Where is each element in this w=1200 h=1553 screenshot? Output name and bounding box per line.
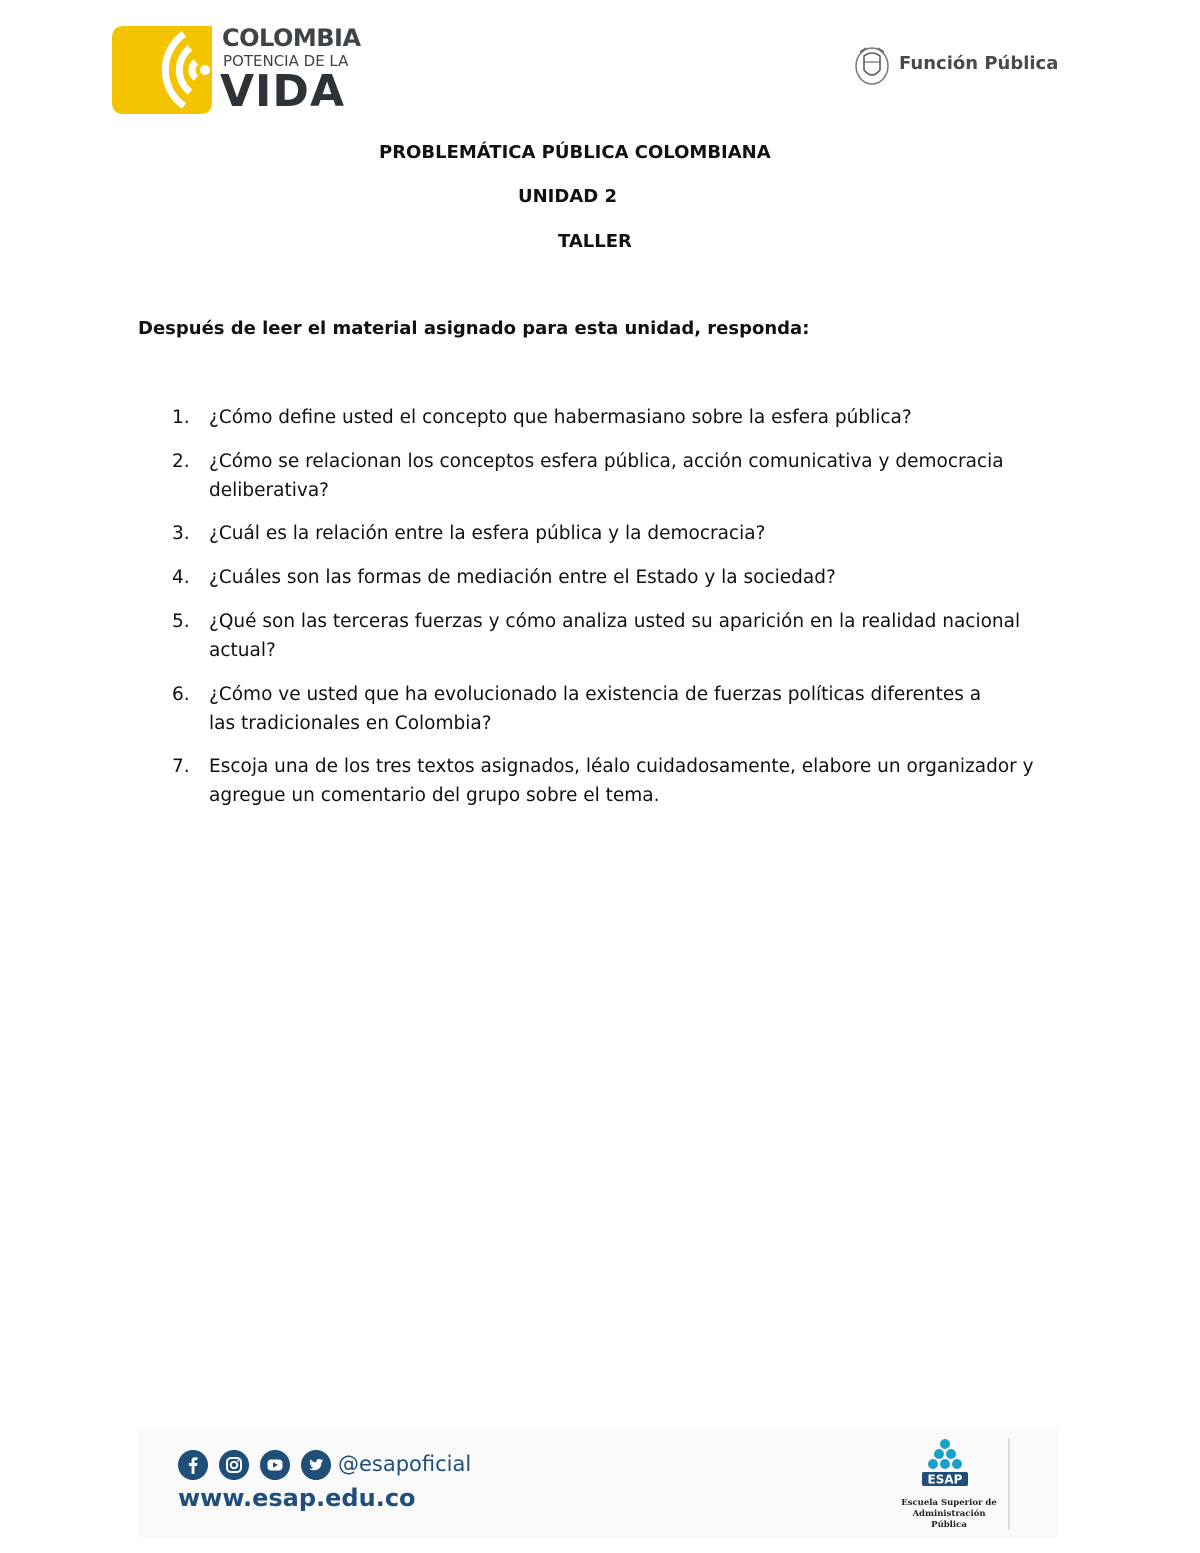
list-item-number: 4. bbox=[172, 567, 190, 588]
list-item-text: ¿Cómo se relacionan los conceptos esfera pública, acción comunicativa y democracia deliberativa? bbox=[209, 451, 1004, 501]
instagram-icon[interactable] bbox=[219, 1450, 249, 1480]
list-item bbox=[172, 563, 1072, 592]
logo-text-vida: VIDA bbox=[220, 66, 345, 117]
colombia-potencia-logo bbox=[112, 24, 362, 116]
list-item-text: ¿Qué son las terceras fuerzas y cómo analiza usted su aparición en la realidad nacional actual? bbox=[209, 611, 1021, 661]
twitter-icon[interactable] bbox=[301, 1450, 331, 1480]
list-item bbox=[172, 607, 1072, 665]
document-title: PROBLEMÁTICA PÚBLICA COLOMBIANA bbox=[379, 142, 771, 163]
esap-pyramid-icon bbox=[910, 1438, 980, 1492]
list-item-text: ¿Cómo ve usted que ha evolucionado la existencia de fuerzas políticas diferentes a las tradicionales en Colombia? bbox=[209, 684, 982, 734]
list-item-number: 1. bbox=[172, 407, 190, 428]
facebook-icon[interactable] bbox=[178, 1450, 208, 1480]
svg-text:ESAP: ESAP bbox=[927, 1472, 963, 1487]
page-footer bbox=[138, 1428, 1058, 1538]
list-item-number: 2. bbox=[172, 451, 190, 472]
list-item-text: ¿Cómo define usted el concepto que habermasiano sobre la esfera pública? bbox=[209, 407, 912, 428]
list-item-number: 6. bbox=[172, 684, 190, 705]
website-link[interactable]: www.esap.edu.co bbox=[178, 1484, 416, 1512]
list-item bbox=[172, 403, 1072, 432]
funcion-publica-logo bbox=[852, 44, 1062, 88]
colombia-badge-icon bbox=[112, 26, 212, 114]
logo-text-potencia: POTENCIA DE LA bbox=[223, 52, 349, 70]
list-item-number: 3. bbox=[172, 523, 190, 544]
section-heading: TALLER bbox=[558, 231, 632, 252]
list-item-text: ¿Cuáles son las formas de mediación entre el Estado y la sociedad? bbox=[209, 567, 836, 588]
list-item bbox=[172, 447, 1072, 505]
list-item-number: 7. bbox=[172, 756, 190, 777]
social-handle[interactable]: @esapoficial bbox=[338, 1452, 472, 1476]
youtube-icon[interactable] bbox=[260, 1450, 290, 1480]
coat-of-arms-icon bbox=[852, 44, 892, 88]
funcion-publica-text: Función Pública bbox=[899, 53, 1059, 74]
intro-instruction: Después de leer el material asignado para esta unidad, responda: bbox=[138, 318, 810, 339]
esap-logo bbox=[890, 1438, 1050, 1530]
list-item bbox=[172, 752, 1072, 810]
list-item-text: Escoja una de los tres textos asignados, léalo cuidadosamente, elabore un organizador y agregue un comentario del grupo sobre el tema. bbox=[209, 756, 1034, 806]
list-item-text: ¿Cuál es la relación entre la esfera pública y la democracia? bbox=[209, 523, 766, 544]
logo-text-colombia: COLOMBIA bbox=[222, 24, 361, 52]
list-item-number: 5. bbox=[172, 611, 190, 632]
divider bbox=[1008, 1438, 1010, 1530]
list-item bbox=[172, 680, 1072, 738]
unit-heading: UNIDAD 2 bbox=[518, 186, 617, 207]
list-item bbox=[172, 519, 1072, 548]
esap-name: Escuela Superior de Administración Pública bbox=[901, 1498, 997, 1530]
